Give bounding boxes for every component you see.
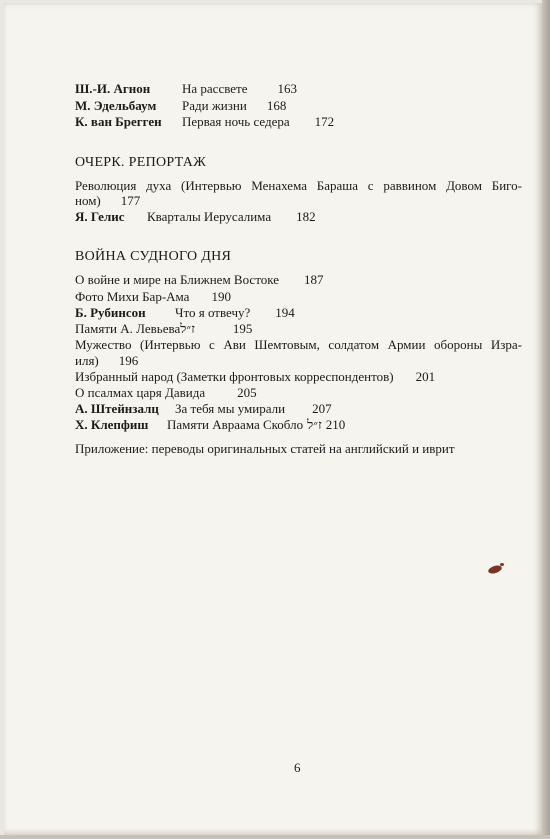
entry-title: Фото Михи Бар-Ама xyxy=(75,289,190,304)
page-edge-right xyxy=(542,0,550,839)
entry-title: На рассвете xyxy=(182,81,248,96)
entry-author: К. ван Брегген xyxy=(75,114,162,129)
toc-entry xyxy=(75,385,257,400)
entry-title: За тебя мы умирали xyxy=(175,401,286,416)
entry-title: Первая ночь седера xyxy=(182,114,290,129)
toc-entry-line: Революция духа (Интервью Менахема Бараша с раввином Довом Биго- xyxy=(75,178,522,193)
toc-entry-line: Мужество (Интервью с Ави Шемтовым, солдатом Армии обороны Изра- xyxy=(75,337,522,352)
hebrew-memorial-mark: ז״ל xyxy=(180,321,195,336)
entry-page: 187 xyxy=(303,272,324,287)
section-heading: ВОЙНА СУДНОГО ДНЯ xyxy=(75,249,232,264)
entry-author: Ш.-И. Агнон xyxy=(75,81,151,96)
entry-title: Что я отвечу? xyxy=(175,305,251,320)
toc-entry xyxy=(75,305,295,320)
entry-page: 210 xyxy=(325,417,346,432)
entry-page: 207 xyxy=(312,401,332,416)
entry-page: 190 xyxy=(211,289,231,304)
entry-title: Памяти А. Левьева xyxy=(75,321,181,336)
toc-entry xyxy=(75,321,252,336)
entry-page: 168 xyxy=(266,98,287,113)
entry-page: 163 xyxy=(277,81,298,96)
entry-author: Я. Гелис xyxy=(75,209,125,224)
entry-title: Ради жизни xyxy=(182,98,247,113)
toc-entry xyxy=(75,369,435,384)
toc-entry xyxy=(75,401,332,416)
entry-page: 201 xyxy=(415,369,436,384)
toc-entry xyxy=(75,98,286,113)
entry-title: Избранный народ (Заметки фронтовых корреспондентов) xyxy=(75,369,394,384)
toc-entry xyxy=(75,289,231,304)
entry-title: О псалмах царя Давида xyxy=(75,385,206,400)
toc-entry xyxy=(75,193,140,208)
hebrew-memorial-mark: ז״ל xyxy=(307,417,322,432)
section-heading: ОЧЕРК. РЕПОРТАЖ xyxy=(75,155,207,170)
entry-page: 195 xyxy=(232,321,253,336)
entry-page: 205 xyxy=(237,385,257,400)
entry-title: Памяти Авраама Скобло xyxy=(167,417,304,432)
ink-stain xyxy=(500,563,504,566)
toc-entry xyxy=(75,272,323,287)
page-edge-bottom xyxy=(0,835,550,839)
toc-entry xyxy=(75,114,334,129)
entry-author: Б. Рубинсон xyxy=(75,305,146,320)
entry-page: 194 xyxy=(275,305,295,320)
toc-entry xyxy=(75,209,316,224)
toc-entry xyxy=(75,81,297,96)
entry-title: ном) xyxy=(75,193,101,208)
entry-page: 177 xyxy=(120,193,141,208)
entry-title: Кварталы Иерусалима xyxy=(147,209,272,224)
toc-entry xyxy=(75,417,345,432)
entry-page: 196 xyxy=(118,353,139,368)
entry-author: А. Штейнзалц xyxy=(75,401,159,416)
entry-author: М. Эдельбаум xyxy=(75,98,157,113)
entry-page: 172 xyxy=(314,114,335,129)
toc-entry xyxy=(75,353,138,368)
entry-author: Х. Клепфиш xyxy=(75,417,149,432)
entry-page: 182 xyxy=(296,209,316,224)
page-number: 6 xyxy=(294,760,301,775)
appendix-note: Приложение: переводы оригинальных статей на английский и иврит xyxy=(75,441,455,456)
entry-title: иля) xyxy=(75,353,99,368)
entry-title: О войне и мире на Ближнем Востоке xyxy=(75,272,279,287)
